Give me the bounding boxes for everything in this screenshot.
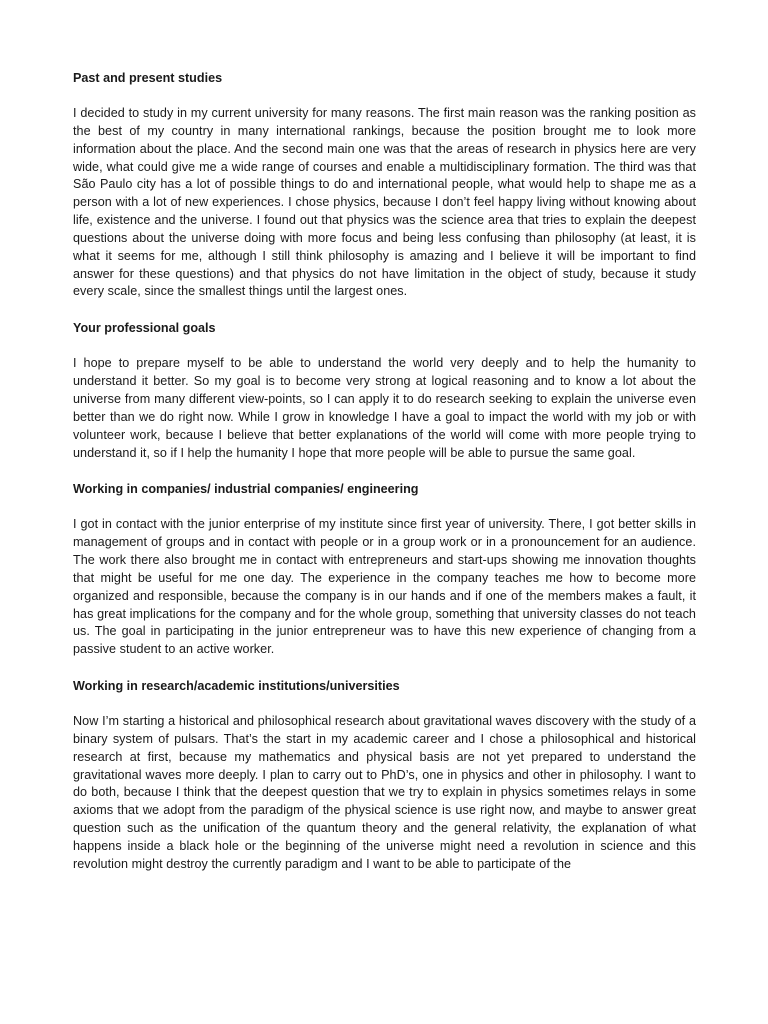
section-heading-working-in-companies: Working in companies/ industrial companies/ engineering [73,482,419,497]
section-text-working-in-research: Now I’m starting a historical and philosophical research about gravitational waves discovery with the study of a binary system of pulsars. That’s the start in my academic career and I chose a philosophical and historical research at first, because my mathematics and physical basis are not yet prepared to understand the gravitational waves more deeply. I plan to carry out to PhD’s, one in physics and other in philosophy. I want to do both, because I think that the deepest question that we try to explain in physics sometimes relays in some axioms that we adopt from the paradigm of the physical science is use right now, and maybe to answer great question such as the unification of the quantum theory and the general relativity, the explanation of what happens inside a black hole or the beginning of the universe might need a revolution in science and this revolution might destroy the currently paradigm and I want to be able to participate of the [73,714,696,871]
section-heading-past-present-studies: Past and present studies [73,71,223,85]
section-heading-professional-goals: Your professional goals [73,321,216,336]
section-text-working-in-companies: I got in contact with the junior enterprise of my institute since first year of university. There, I got better skills in management of groups and in contact with people or in a group work or in a pronouncement for an audience. The work there also brought me in contact with entrepreneurs and start-ups showing me innovation thoughts that might be useful for me one day. The experience in the company teaches me how to become more organized and responsible, because the company is in our hands and if one of the members makes a fault, it has great implications for the company and for the whole group, something that university classes do not teach us. The goal in participating in the junior entrepreneur was to have this new experience of changing from a passive student to an active worker. [73,517,696,657]
section-text-past-present-studies: I decided to study in my current university for many reasons. The first main reason was the ranking position as the best of my country in many international rankings, because the position brought me to look more information about the place. And the second main one was that the areas of research in physics here are very wide, what could give me a wide range of courses and enable a multidisciplinary formation. The third was that São Paulo city has a lot of possible things to do and international people, what would help to shape me as a person with a lot of new experiences. I chose physics, because I don’t feel happy living without knowing about life, existence and the universe. I found out that physics was the science area that tries to explain the deepest questions about the universe doing with more focus and being less confusing than philosophy (at least, it is what it seems for me, although I still think philosophy is amazing and I believe it will be important to find answer for these questions) and that physics do not have limitation in the object of study, because it study every scale, since the smallest things until the largest ones. [73,106,696,299]
section-heading-working-in-research: Working in research/academic institutions/universities [73,679,400,694]
section-text-professional-goals: I hope to prepare myself to be able to understand the world very deeply and to help the humanity to understand it better. So my goal is to become very strong at logical reasoning and to know a lot about the universe from many different view-points, so I can apply it to do research seeking to explain the universe even better than we do right now. While I grow in knowledge I have a goal to impact the world with my job or with volunteer work, because I believe that better explanations of the world will come with more people trying to understand it, so if I help the humanity I hope that more people will be able to pursue the same goal. [73,356,696,460]
